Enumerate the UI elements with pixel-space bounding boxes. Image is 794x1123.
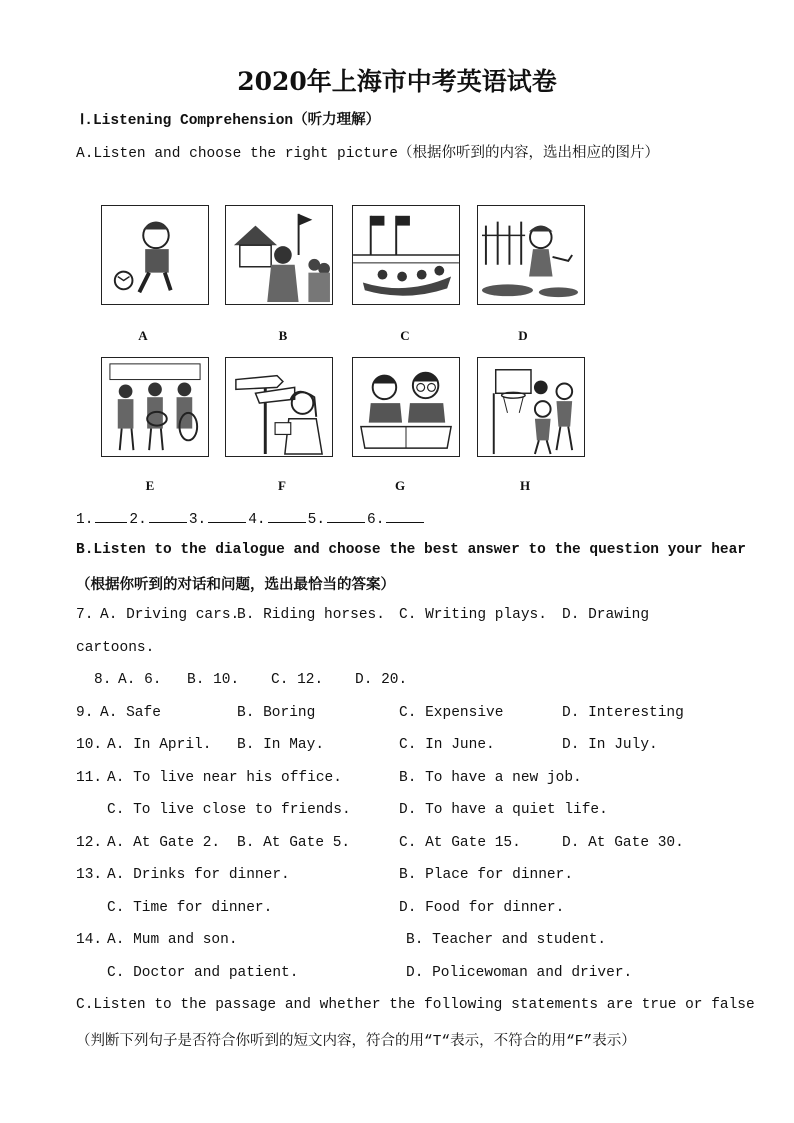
- q11-option-a[interactable]: A. To live near his office.: [107, 770, 342, 786]
- tour-guide-with-flag-icon: [225, 205, 333, 305]
- picture-label-h: H: [519, 478, 531, 493]
- picture-label-c: C: [400, 328, 410, 343]
- answer-blank-5[interactable]: [327, 510, 365, 523]
- picture-label-d: D: [518, 328, 528, 343]
- q14-option-a[interactable]: A. Mum and son.: [107, 932, 238, 948]
- answer-slot-6: 6.: [367, 512, 385, 528]
- q13-number: 13.: [76, 867, 103, 883]
- part-a-instruction: A.Listen and choose the right picture（根据你听到的内容，选出相应的图片）: [76, 146, 659, 162]
- q14-option-c[interactable]: C. Doctor and patient.: [107, 965, 299, 981]
- answer-blank-2[interactable]: [149, 510, 187, 523]
- part-b-instruction-cn: （根据你听到的对话和问题，选出最恰当的答案）: [76, 578, 395, 594]
- answer-slot-4: 4.: [248, 512, 266, 528]
- q14-number: 14.: [76, 932, 103, 948]
- girl-watering-garden-icon: [477, 205, 585, 305]
- q8-option-a[interactable]: A. 6.: [118, 672, 162, 688]
- q7-option-c[interactable]: C. Writing plays.: [399, 607, 547, 623]
- q14-option-b[interactable]: B. Teacher and student.: [406, 932, 607, 948]
- answer-blank-4[interactable]: [268, 510, 306, 523]
- girl-at-signpost-icon: [225, 357, 333, 457]
- q7-option-a[interactable]: A. Driving cars.: [100, 607, 240, 623]
- q11-number: 11.: [76, 770, 103, 786]
- q9-option-a[interactable]: A. Safe: [100, 705, 161, 721]
- answer-blank-6[interactable]: [386, 510, 424, 523]
- answer-slot-5: 5.: [307, 512, 326, 528]
- musicians-band-icon: [101, 357, 209, 457]
- section-heading: Ⅰ.Listening Comprehension（听力理解）: [80, 113, 381, 129]
- q11-option-d[interactable]: D. To have a quiet life.: [399, 802, 608, 818]
- answer-blank-1[interactable]: [95, 510, 127, 523]
- q9-option-b[interactable]: B. Boring: [237, 705, 316, 721]
- q13-option-b[interactable]: B. Place for dinner.: [399, 867, 574, 883]
- answer-blanks-row: [76, 510, 426, 528]
- q9-option-d[interactable]: D. Interesting: [562, 705, 684, 721]
- part-c-instruction: C.Listen to the passage and whether the following statements are true or false: [76, 997, 755, 1013]
- q8-option-c[interactable]: C. 12.: [271, 672, 324, 688]
- q8-number: 8.: [94, 672, 112, 688]
- page-title: 2020年上海市中考英语试卷: [237, 67, 557, 96]
- answer-slot-3: 3.: [188, 512, 207, 528]
- q10-option-a[interactable]: A. In April.: [107, 737, 212, 753]
- q10-option-c[interactable]: C. In June.: [399, 737, 495, 753]
- q12-option-b[interactable]: B. At Gate 5.: [237, 835, 351, 851]
- q8-option-b[interactable]: B. 10.: [187, 672, 240, 688]
- q8-option-d[interactable]: D. 20.: [355, 672, 408, 688]
- picture-label-a: A: [138, 328, 148, 343]
- q12-option-c[interactable]: C. At Gate 15.: [399, 835, 521, 851]
- children-playing-basketball-icon: [477, 357, 585, 457]
- q13-option-d[interactable]: D. Food for dinner.: [399, 900, 565, 916]
- dragon-boat-race-icon: [352, 205, 460, 305]
- picture-label-f: F: [278, 478, 286, 493]
- q14-option-d[interactable]: D. Policewoman and driver.: [406, 965, 633, 981]
- boy-playing-football-icon: [101, 205, 209, 305]
- picture-label-e: E: [145, 478, 155, 493]
- q7-option-d-continued: cartoons.: [76, 640, 155, 656]
- q12-option-a[interactable]: A. At Gate 2.: [107, 835, 221, 851]
- q7-option-d[interactable]: D. Drawing: [562, 607, 650, 623]
- q7-number: 7.: [76, 607, 94, 623]
- q12-number: 12.: [76, 835, 103, 851]
- q10-option-d[interactable]: D. In July.: [562, 737, 658, 753]
- q10-option-b[interactable]: B. In May.: [237, 737, 325, 753]
- answer-slot-1: 1.: [76, 512, 94, 528]
- picture-label-g: G: [394, 478, 406, 493]
- answer-slot-2: 2.: [129, 512, 147, 528]
- two-students-studying-icon: [352, 357, 460, 457]
- q12-option-d[interactable]: D. At Gate 30.: [562, 835, 684, 851]
- q9-number: 9.: [76, 705, 94, 721]
- answer-blank-3[interactable]: [208, 510, 246, 523]
- q7-option-b[interactable]: B. Riding horses.: [237, 607, 385, 623]
- picture-label-b: B: [278, 328, 288, 343]
- q9-option-c[interactable]: C. Expensive: [399, 705, 504, 721]
- q13-option-a[interactable]: A. Drinks for dinner.: [107, 867, 290, 883]
- q10-number: 10.: [76, 737, 103, 753]
- part-b-instruction: B.Listen to the dialogue and choose the best answer to the question your hear: [76, 542, 747, 558]
- q11-option-b[interactable]: B. To have a new job.: [399, 770, 582, 786]
- part-c-instruction-cn: （判断下列句子是否符合你听到的短文内容，符合的用“T“表示，不符合的用“F”表示）: [76, 1034, 636, 1050]
- q13-option-c[interactable]: C. Time for dinner.: [107, 900, 273, 916]
- q11-option-c[interactable]: C. To live close to friends.: [107, 802, 351, 818]
